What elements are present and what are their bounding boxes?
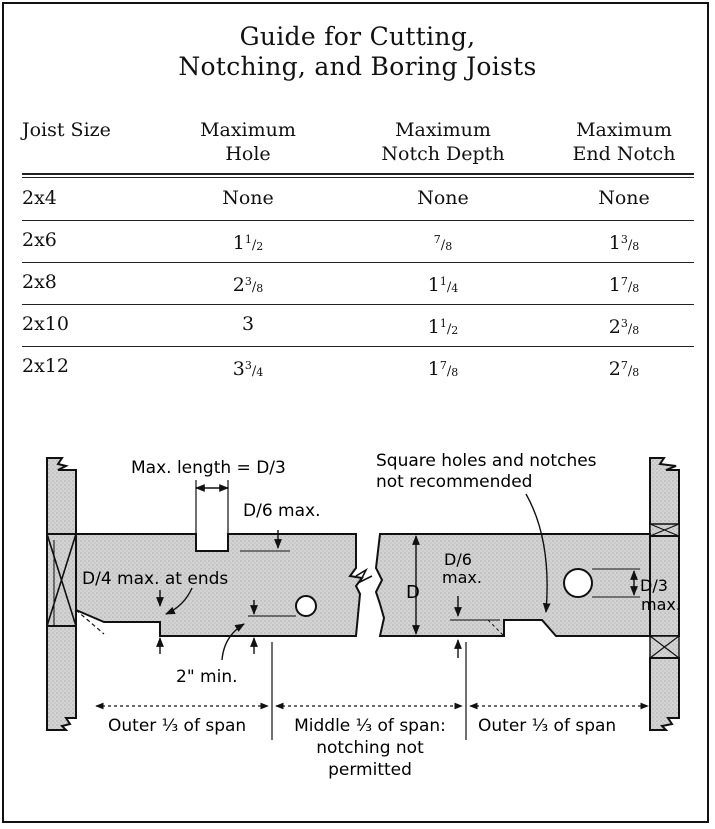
fraction-whole: 2 bbox=[608, 358, 621, 380]
fraction-slash: / bbox=[440, 238, 446, 253]
fraction-slash: / bbox=[251, 280, 257, 295]
table-cell-hole: 3 bbox=[241, 313, 255, 335]
fraction-numerator: 3 bbox=[620, 233, 628, 246]
title-line-1: Guide for Cutting, bbox=[239, 22, 476, 51]
fraction-denominator: 8 bbox=[632, 366, 640, 379]
fraction-denominator: 2 bbox=[256, 240, 264, 253]
fraction-numerator: 7 bbox=[620, 359, 628, 372]
fraction-whole: 1 bbox=[232, 232, 245, 254]
table-cell-hole: None bbox=[222, 187, 274, 209]
fraction-numerator: 7 bbox=[620, 275, 628, 288]
middle-span-label-line1: Middle ¹⁄₃ of span: bbox=[294, 716, 446, 736]
fraction-denominator: 8 bbox=[451, 366, 459, 379]
fraction-whole: 2 bbox=[608, 316, 621, 338]
fraction-whole: 3 bbox=[232, 358, 245, 380]
d6-max-top-label: D/6 max. bbox=[243, 501, 321, 521]
header-max-hole-line1: Maximum bbox=[200, 119, 296, 141]
fraction-numerator: 1 bbox=[439, 317, 447, 330]
d4-max-ends-label: D/4 max. at ends bbox=[82, 569, 229, 589]
fraction-slash: / bbox=[251, 238, 257, 253]
fraction-whole: 1 bbox=[427, 358, 440, 380]
header-notch-line1: Maximum bbox=[395, 119, 491, 141]
fraction-slash: / bbox=[446, 280, 452, 295]
table-cell-end: None bbox=[598, 187, 650, 209]
fraction-numerator: 3 bbox=[244, 275, 252, 288]
header-notch-line2: Notch Depth bbox=[381, 143, 505, 165]
header-end-line2: End Notch bbox=[572, 143, 676, 165]
outer-right-span-label: Outer ¹⁄₃ of span bbox=[478, 716, 617, 736]
fraction-slash: / bbox=[251, 364, 257, 379]
table-cell-size: 2x6 bbox=[22, 229, 57, 251]
fraction-denominator: 8 bbox=[632, 324, 640, 337]
max-length-label: Max. length = D/3 bbox=[131, 458, 286, 478]
fraction-whole: 1 bbox=[608, 232, 621, 254]
fraction-whole: 1 bbox=[427, 274, 440, 296]
fraction-numerator: 3 bbox=[620, 317, 628, 330]
bored-hole-right bbox=[564, 569, 592, 597]
square-holes-label-line1: Square holes and notches bbox=[376, 451, 597, 471]
outer-left-span-label: Outer ¹⁄₃ of span bbox=[108, 716, 247, 736]
fraction-slash: / bbox=[446, 322, 452, 337]
table-cell-size: 2x10 bbox=[22, 313, 69, 335]
depth-d-label: D bbox=[406, 582, 420, 603]
d6-right-label-line1: D/6 bbox=[444, 550, 472, 569]
fraction-numerator: 1 bbox=[439, 275, 447, 288]
table-cell-size: 2x12 bbox=[22, 355, 69, 377]
header-joist-size-line1: Joist Size bbox=[22, 119, 111, 141]
d6-right-label-line2: max. bbox=[442, 568, 482, 587]
fraction-slash: / bbox=[627, 238, 633, 253]
fraction-numerator: 7 bbox=[439, 359, 447, 372]
fraction-slash: / bbox=[627, 364, 633, 379]
header-max-hole-line2: Hole bbox=[225, 143, 271, 165]
fraction-whole: 1 bbox=[608, 274, 621, 296]
fraction-denominator: 4 bbox=[451, 282, 459, 295]
bored-hole-left bbox=[296, 596, 316, 616]
square-holes-label-line2: not recommended bbox=[376, 472, 533, 492]
fraction-numerator: 1 bbox=[244, 233, 252, 246]
fraction-denominator: 8 bbox=[632, 282, 640, 295]
fraction-whole: 2 bbox=[232, 274, 245, 296]
fraction-slash: / bbox=[446, 364, 452, 379]
fraction-slash: / bbox=[627, 280, 633, 295]
fraction-denominator: 8 bbox=[256, 282, 264, 295]
fraction-denominator: 8 bbox=[445, 240, 453, 253]
table-cell-notch: None bbox=[417, 187, 469, 209]
fraction-slash: / bbox=[627, 322, 633, 337]
table-cell-size: 2x4 bbox=[22, 187, 57, 209]
middle-span-label-line3: permitted bbox=[328, 760, 412, 780]
fraction-whole: 1 bbox=[427, 316, 440, 338]
header-end-line1: Maximum bbox=[576, 119, 672, 141]
middle-span-label-line2: notching not bbox=[316, 738, 424, 758]
d3-max-label-line1: D/3 bbox=[640, 576, 668, 595]
fraction-numerator: 3 bbox=[244, 359, 252, 372]
title-line-2: Notching, and Boring Joists bbox=[178, 52, 537, 81]
fraction-numerator: 7 bbox=[433, 233, 441, 246]
two-inch-min-label: 2" min. bbox=[176, 667, 238, 687]
fraction-denominator: 2 bbox=[451, 324, 459, 337]
table-cell-size: 2x8 bbox=[22, 271, 57, 293]
left-post bbox=[47, 458, 76, 730]
fraction-denominator: 4 bbox=[256, 366, 264, 379]
d3-max-label-line2: max. bbox=[641, 595, 681, 614]
fraction-denominator: 8 bbox=[632, 240, 640, 253]
